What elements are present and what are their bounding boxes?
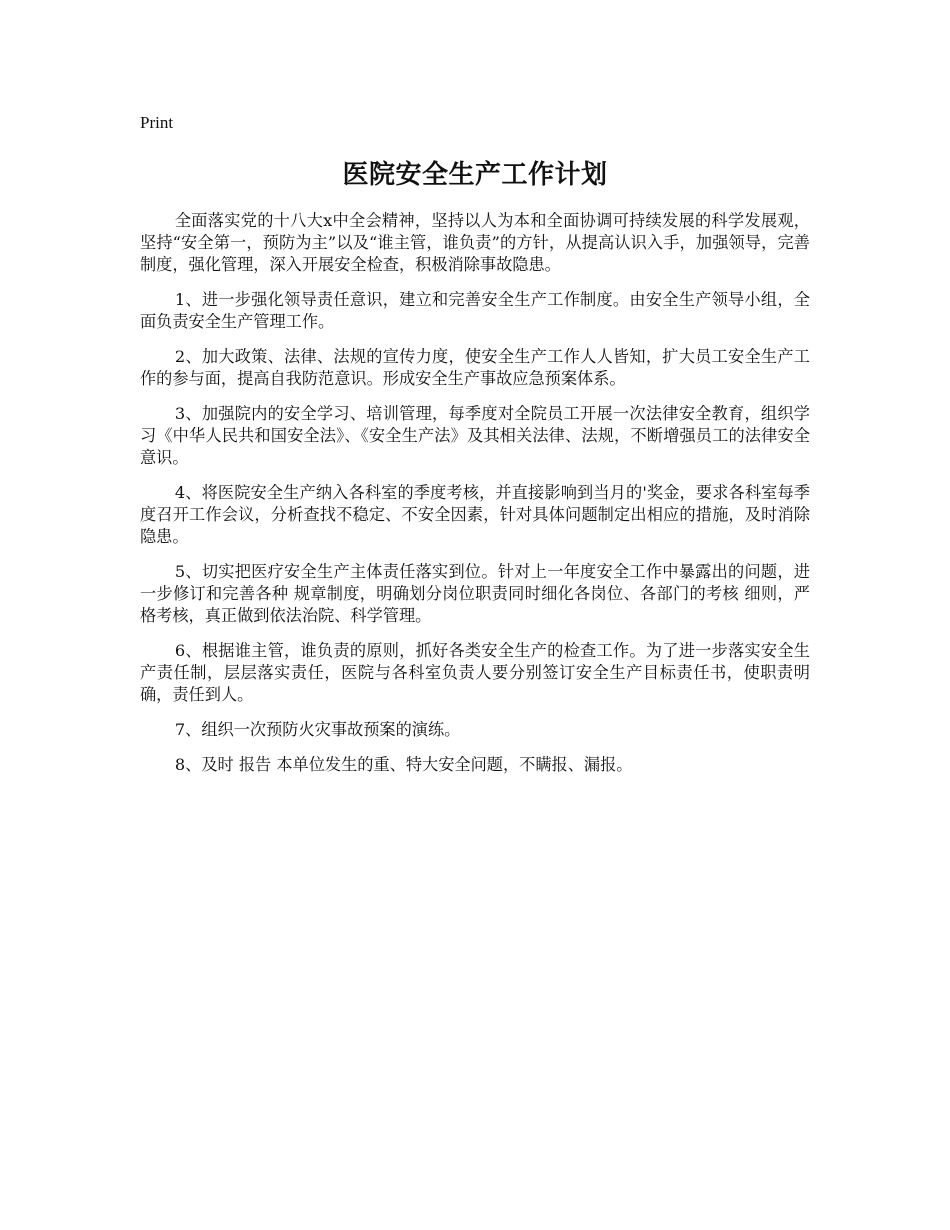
plan-item-4: 4、将医院安全生产纳入各科室的季度考核，并直接影响到当月的'奖金，要求各科室每季度召开工作会议，分析查找不稳定、不安全因素，针对具体问题制定出相应的措施，及时消除隐患。 xyxy=(140,483,810,546)
plan-item-7: 7、组织一次预防火灾事故预案的演练。 xyxy=(174,720,461,739)
plan-item-1: 1、进一步强化领导责任意识，建立和完善安全生产工作制度。由安全生产领导小组，全面负责安全生产管理工作。 xyxy=(140,290,810,331)
plan-item-2: 2、加大政策、法律、法规的宣传力度，使安全生产工作人人皆知，扩大员工安全生产工作的参与面，提高自我防范意识。形成安全生产事故应急预案体系。 xyxy=(140,347,810,388)
intro-paragraph: 全面落实党的十八大x中全会精神，坚持以人为本和全面协调可持续发展的科学发展观，坚持“安全第一，预防为主”以及“谁主管，谁负责”的方针，从提高认识入手，加强领导，完善 制度，强化管理，深入开展安全检查，积极消除事故隐患。 xyxy=(140,211,810,274)
document-title: 医院安全生产工作计划 xyxy=(342,160,608,190)
plan-item-8: 8、及时 报告 本单位发生的重、特大安全问题，不瞒报、漏报。 xyxy=(174,755,633,774)
plan-item-5: 5、切实把医疗安全生产主体责任落实到位。针对上一年度安全工作中暴露出的问题，进一步修订和完善各种 规章制度，明确划分岗位职责同时细化各岗位、各部门的考核 细则，严格考核，真正做到依法治院、科学管理。 xyxy=(140,562,810,625)
plan-item-3: 3、加强院内的安全学习、培训管理，每季度对全院员工开展一次法律安全教育，组织学习《中华人民共和国安全法》、《安全生产法》及其相关法律、法规，不断增强员工的法律安全意识。 xyxy=(140,404,810,467)
plan-item-6: 6、根据谁主管，谁负责的原则，抓好各类安全生产的检查工作。为了进一步落实安全生产责任制，层层落实责任，医院与各科室负责人要分别签订安全生产目标责任书，使职责明确，责任到人。 xyxy=(140,641,810,704)
document-body xyxy=(140,210,810,789)
print-label: Print xyxy=(140,113,174,132)
